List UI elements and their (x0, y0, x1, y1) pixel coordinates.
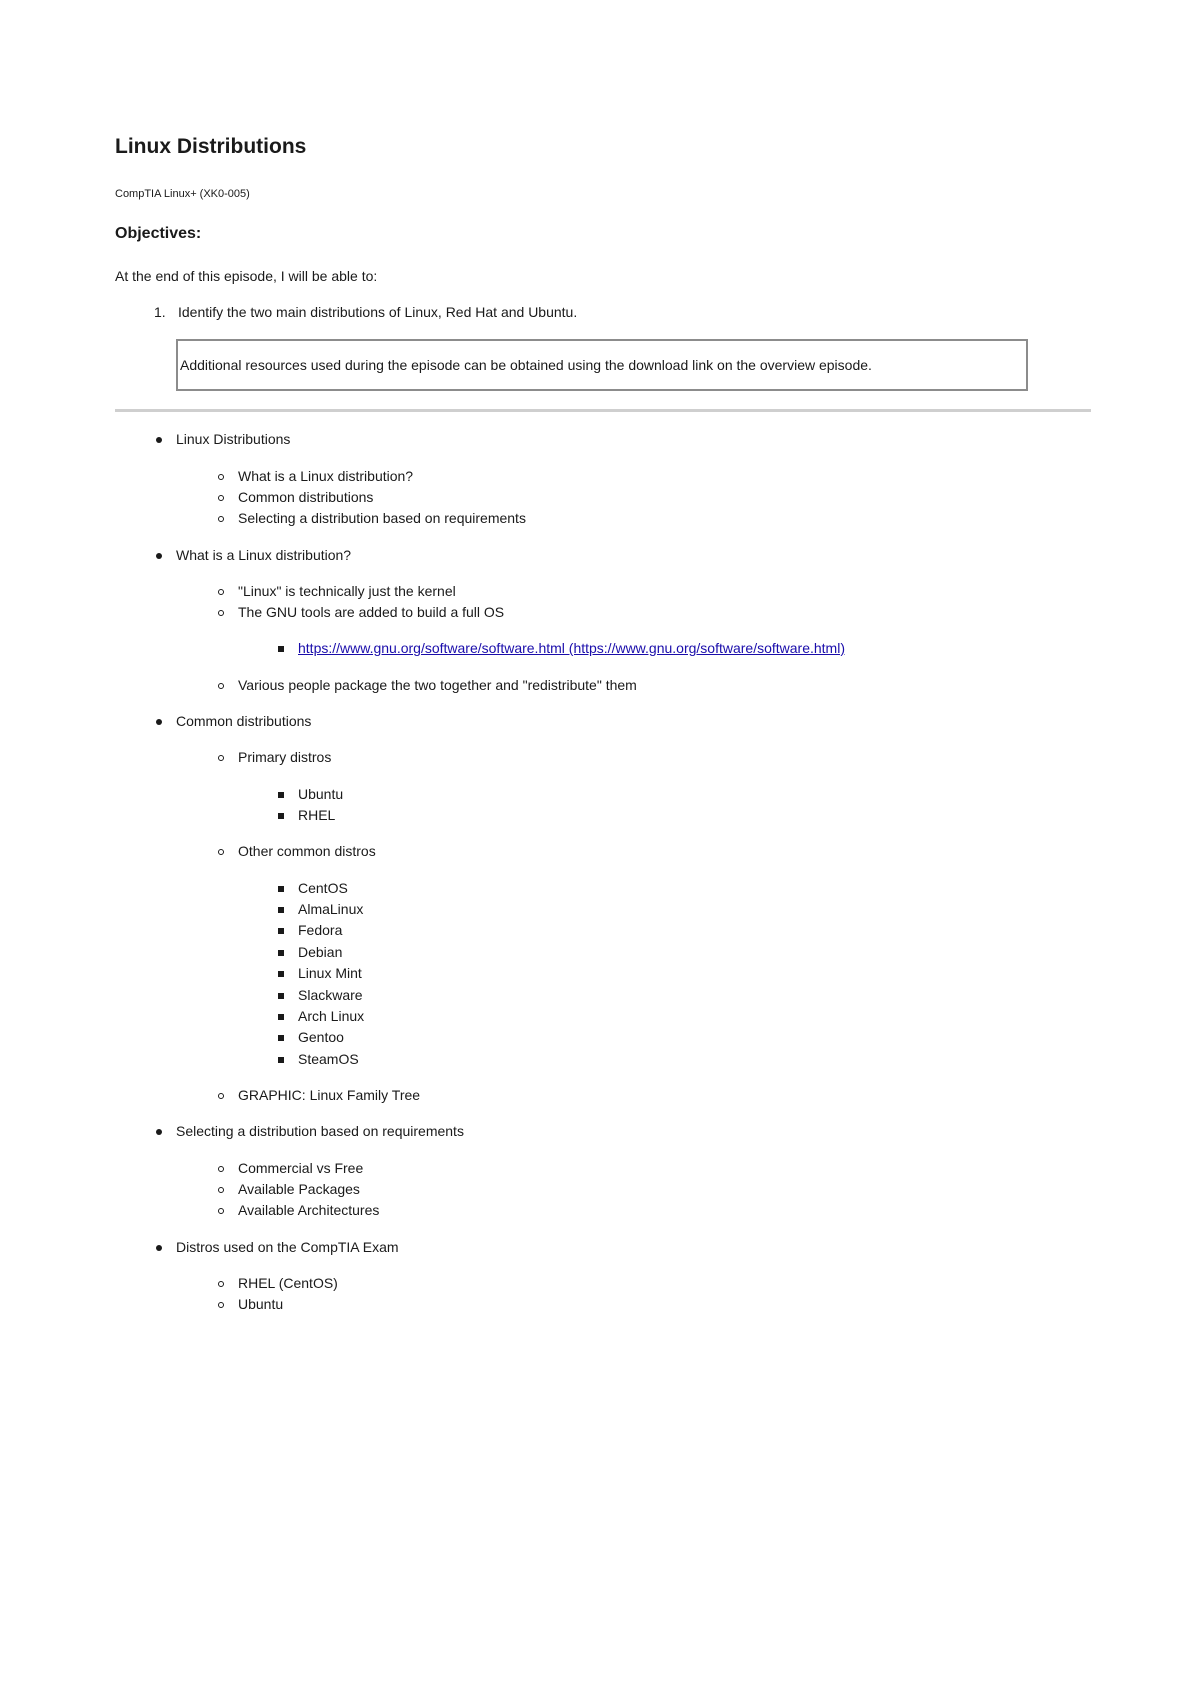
outline-subitem: GRAPHIC: Linux Family Tree (238, 1087, 420, 1103)
bullet-square-icon (278, 1014, 284, 1020)
resources-note: Additional resources used during the episode can be obtained using the download link on the overview episode. (176, 339, 1028, 391)
outline-item: Selecting a distribution based on requirements (176, 1123, 464, 1139)
bullet-circle-icon (218, 1302, 224, 1308)
horizontal-divider (115, 409, 1091, 412)
gnu-software-link[interactable]: https://www.gnu.org/software/software.html (https://www.gnu.org/software/software.html) (298, 640, 845, 656)
outline-subitem: Commercial vs Free (238, 1160, 363, 1176)
bullet-square-icon (278, 646, 284, 652)
outline-subitem: Primary distros (238, 749, 331, 765)
outline-subitem: The GNU tools are added to build a full OS (238, 604, 504, 620)
bullet-circle-icon (218, 516, 224, 522)
bullet-square-icon (278, 993, 284, 999)
outline-subitem: Available Packages (238, 1181, 360, 1197)
outline-subsubitem: Linux Mint (298, 965, 362, 981)
bullet-circle-icon (218, 1093, 224, 1099)
bullet-square-icon (278, 907, 284, 913)
bullet-circle-icon (218, 683, 224, 689)
bullet-circle-icon (218, 495, 224, 501)
bullet-disc-icon (156, 719, 162, 725)
objectives-heading: Objectives: (115, 225, 202, 242)
bullet-disc-icon (156, 1245, 162, 1251)
outline-item: What is a Linux distribution? (176, 547, 351, 563)
outline-subsubitem: CentOS (298, 880, 348, 896)
outline-subsubitem: Fedora (298, 922, 342, 938)
bullet-square-icon (278, 1057, 284, 1063)
bullet-circle-icon (218, 755, 224, 761)
outline-subsubitem: AlmaLinux (298, 901, 363, 917)
outline-subitem: What is a Linux distribution? (238, 468, 413, 484)
outline-subsubitem: RHEL (298, 807, 335, 823)
outline-subitem: Common distributions (238, 489, 373, 505)
bullet-circle-icon (218, 1187, 224, 1193)
bullet-square-icon (278, 1035, 284, 1041)
bullet-disc-icon (156, 553, 162, 559)
bullet-square-icon (278, 971, 284, 977)
page-title: Linux Distributions (115, 135, 307, 158)
outline-subsubitem: Gentoo (298, 1029, 344, 1045)
bullet-circle-icon (218, 589, 224, 595)
outline-subitem: Other common distros (238, 843, 376, 859)
bullet-square-icon (278, 792, 284, 798)
outline-subitem: Ubuntu (238, 1296, 283, 1312)
bullet-square-icon (278, 886, 284, 892)
outline-subsubitem: Slackware (298, 987, 363, 1003)
objective-item (154, 304, 577, 320)
outline-subsubitem: Arch Linux (298, 1008, 364, 1024)
bullet-disc-icon (156, 1129, 162, 1135)
bullet-circle-icon (218, 1166, 224, 1172)
course-subtitle: CompTIA Linux+ (XK0-005) (115, 188, 250, 200)
objectives-intro: At the end of this episode, I will be able to: (115, 268, 378, 284)
objective-number: 1. (154, 304, 166, 320)
bullet-circle-icon (218, 610, 224, 616)
bullet-circle-icon (218, 474, 224, 480)
objective-text: Identify the two main distributions of Linux, Red Hat and Ubuntu. (178, 304, 578, 320)
bullet-square-icon (278, 813, 284, 819)
outline-item: Common distributions (176, 713, 311, 729)
bullet-circle-icon (218, 1281, 224, 1287)
outline-subsubitem: Debian (298, 944, 342, 960)
bullet-square-icon (278, 928, 284, 934)
outline-subitem: "Linux" is technically just the kernel (238, 583, 456, 599)
outline-item: Linux Distributions (176, 431, 290, 447)
outline-subitem: Various people package the two together and "redistribute" them (238, 677, 637, 693)
outline-item: Distros used on the CompTIA Exam (176, 1239, 399, 1255)
outline-subitem: RHEL (CentOS) (238, 1275, 338, 1291)
bullet-square-icon (278, 950, 284, 956)
outline-subitem: Selecting a distribution based on requirements (238, 510, 526, 526)
outline-subsubitem (298, 640, 845, 656)
bullet-circle-icon (218, 1208, 224, 1214)
bullet-circle-icon (218, 849, 224, 855)
outline-subsubitem: Ubuntu (298, 786, 343, 802)
outline-subsubitem: SteamOS (298, 1051, 359, 1067)
bullet-disc-icon (156, 437, 162, 443)
outline-subitem: Available Architectures (238, 1202, 379, 1218)
